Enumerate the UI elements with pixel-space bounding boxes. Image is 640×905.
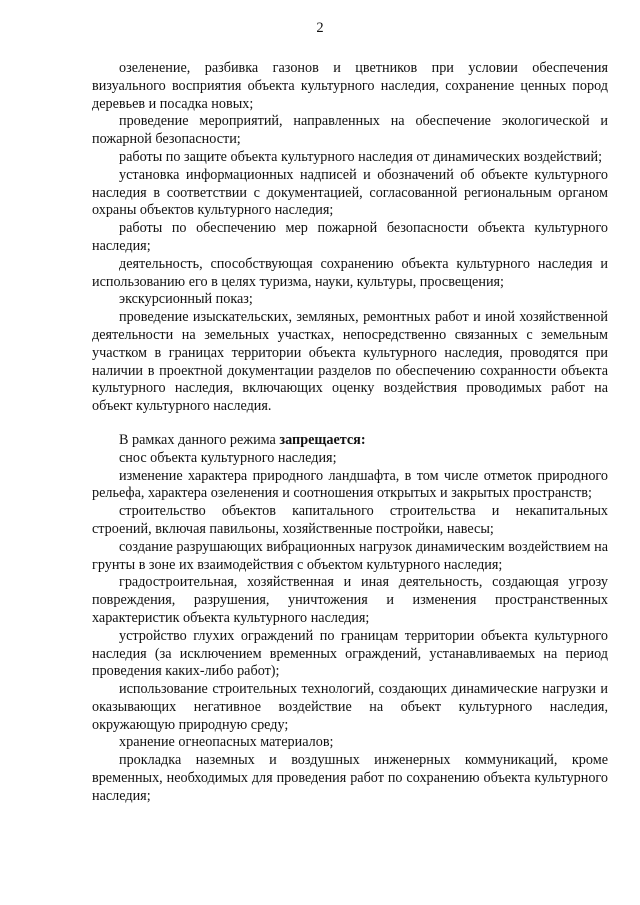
- prohibited-heading: [92, 432, 608, 450]
- prohibited-item: прокладка наземных и воздушных инженерных коммуникаций, кроме временных, необходимых для проведения работ по сохранению объекта культурного наследия;: [92, 752, 608, 804]
- page-number: 2: [316, 20, 324, 36]
- prohibited-item: снос объекта культурного наследия;: [119, 449, 337, 466]
- permitted-item: экскурсионный показ;: [119, 291, 253, 308]
- permitted-item: озеленение, разбивка газонов и цветников при условии обеспечения визуального восприятия объекта культурного наследия, сохранение ценных пород деревьев и посадка новых;: [92, 60, 608, 112]
- prohibited-item: создание разрушающих вибрационных нагрузок динамическим воздействием на грунты в зоне их взаимодействия с объектом культурного наследия;: [92, 538, 608, 573]
- permitted-item: работы по защите объекта культурного наследия от динамических воздействий;: [119, 148, 603, 165]
- prohibited-item: строительство объектов капитального строительства и некапитальных строений, включая павильоны, хозяйственные постройки, навесы;: [92, 503, 608, 537]
- permitted-item: проведение мероприятий, направленных на обеспечение экологической и пожарной безопасности;: [92, 113, 608, 148]
- heading-prefix: В рамках данного режима: [119, 431, 280, 448]
- document-body: [92, 60, 608, 806]
- permitted-item: установка информационных надписей и обозначений об объекте культурного наследия в соответствии с документацией, согласованной региональным органом охраны объектов культурного наследия;: [92, 166, 608, 219]
- paragraph-gap: [92, 416, 608, 432]
- permitted-item: проведение изыскательских, земляных, ремонтных работ и иной хозяйственной деятельности на земельных участках, непосредственно связанных с земельным участком в границах территории объекта культурного наследия, проводятся при наличии в проектной документации разделов по обеспечению сохранности объекта культурного наследия, включающих оценку воздействия проводимых работ на объект культурного наследия.: [92, 309, 608, 415]
- prohibited-item: хранение огнеопасных материалов;: [119, 734, 334, 751]
- permitted-item: деятельность, способствующая сохранению объекта культурного наследия и использованию его в целях туризма, науки, культуры, просвещения;: [92, 255, 608, 290]
- permitted-item: работы по обеспечению мер пожарной безопасности объекта культурного наследия;: [92, 220, 608, 254]
- heading-emphasis: запрещается:: [279, 431, 366, 448]
- prohibited-item: использование строительных технологий, создающих динамические нагрузки и оказывающих негативное воздействие на объект культурного наследия, окружающую природную среду;: [92, 681, 608, 733]
- prohibited-item: изменение характера природного ландшафта, в том числе отметок природного рельефа, характера озеленения и соотношения открытых и закрытых пространств;: [92, 467, 608, 502]
- prohibited-item: устройство глухих ограждений по границам территории объекта культурного наследия (за исключением временных ограждений, устанавливаемых на период проведения каких-либо работ);: [92, 627, 608, 680]
- prohibited-item: градостроительная, хозяйственная и иная деятельность, создающая угрозу повреждения, разрушения, уничтожения и изменения пространственных характеристик объекта культурного наследия;: [92, 574, 608, 626]
